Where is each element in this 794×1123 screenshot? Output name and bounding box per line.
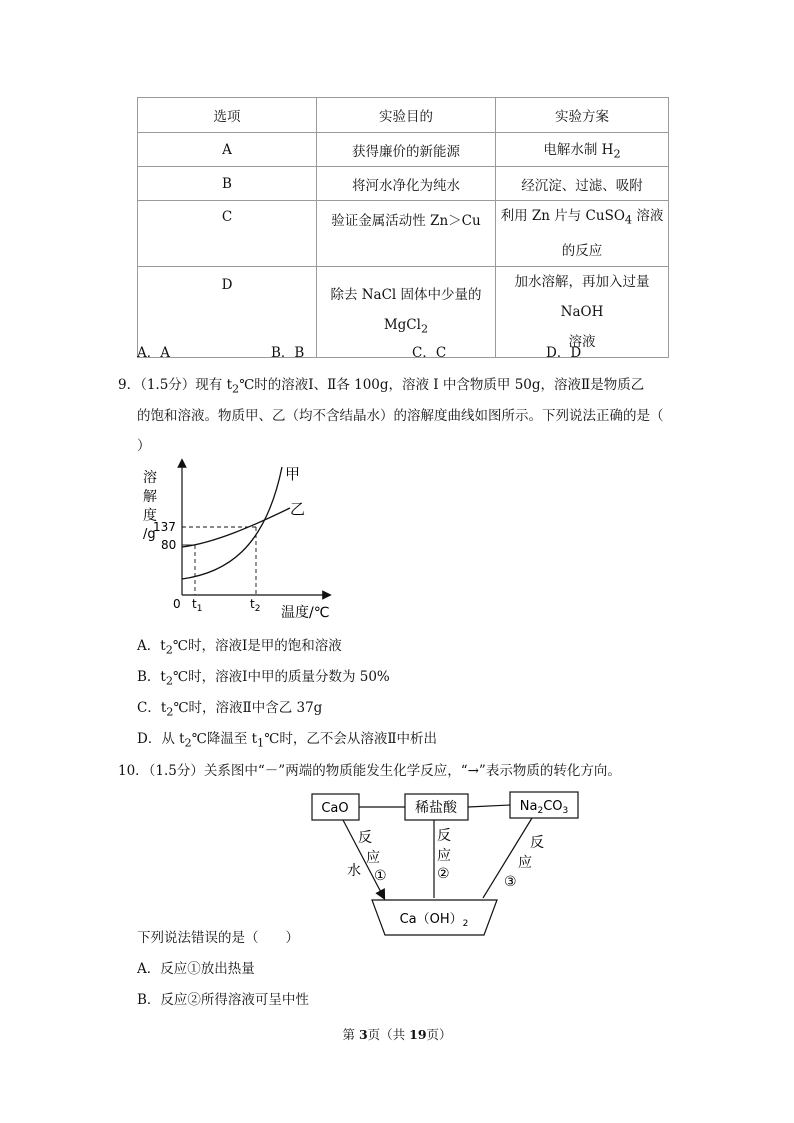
q9-stem-line1: 9．（1.5分）现有 $t_2℃$时的溶液Ⅰ、Ⅱ各 100g，溶液 Ⅰ 中含物质甲 50g，溶液Ⅱ是物质乙 (118, 377, 645, 396)
origin-label: 0 (173, 597, 181, 611)
r3-char: 反 (530, 835, 544, 851)
q8-choice-a[interactable]: A．A (137, 345, 170, 361)
q8-choice-c[interactable]: C．C (412, 345, 447, 361)
cell-purpose: 除去 NaCl 固体中少量的 MgCl$_2$ (317, 267, 496, 358)
r1-num: ① (374, 868, 387, 884)
table-row (138, 201, 669, 267)
ylabel-char: 解 (143, 489, 157, 505)
ylabel-char: 度 (143, 508, 157, 524)
cell-purpose: 将河水净化为纯水 (317, 167, 496, 201)
header-option: 选项 (138, 98, 317, 133)
q10-question: 下列说法错误的是（ ） (137, 930, 299, 946)
box-cao-label: CaO (321, 801, 349, 816)
yunit-label: /g (143, 527, 156, 542)
page-footer: 第 3页（共 19页） (342, 1027, 452, 1042)
box-na2co3-label: $Na_2CO_3$ (519, 799, 569, 816)
cell-plan: 加水溶解，再加入过量 NaOH 溶液 (496, 267, 669, 358)
water-label: 水 (347, 863, 361, 879)
table-row (138, 133, 669, 167)
y-tick-137: 137 (153, 520, 176, 534)
solubility-graph (135, 455, 335, 625)
header-plan: 实验方案 (496, 98, 669, 133)
q9-stem-line3: ） (137, 438, 151, 454)
series-label-yi: 乙 (290, 500, 306, 518)
caoh2-label: $Ca(OH)_2$ (399, 912, 469, 929)
cell-plan: 经沉淀、过滤、吸附 (496, 167, 669, 201)
r2-num: ② (437, 866, 450, 882)
table-row (138, 267, 669, 358)
options-table (137, 97, 669, 358)
header-purpose: 实验目的 (317, 98, 496, 133)
link-hcl-na2co3 (468, 805, 510, 807)
cell-plan: 利用 Zn 片与 CuSO$_4$ 溶液 的反应 (496, 201, 669, 267)
table-row (138, 167, 669, 201)
cell-option: A (138, 133, 317, 167)
r2-char: 应 (437, 848, 451, 864)
x-tick-t1: $t_1$ (192, 597, 203, 614)
ylabel-char: 溶 (143, 470, 157, 486)
x-tick-t2: $t_2$ (250, 597, 261, 614)
q8-choice-b[interactable]: B．B (271, 345, 305, 361)
curve-jia (182, 467, 282, 579)
q9-choice-a[interactable]: A．$t_2℃$时，溶液Ⅰ是甲的饱和溶液 (137, 638, 342, 657)
cell-option: D (138, 267, 317, 358)
q9-stem-line2: 的饱和溶液。物质甲、乙（均不含结晶水）的溶解度曲线如图所示。下列说法正确的是（ (137, 408, 664, 424)
r3-num: ③ (504, 874, 517, 890)
table-header-row (138, 98, 669, 133)
cell-purpose: 获得廉价的新能源 (317, 133, 496, 167)
q9-choice-d[interactable]: D．从 $t_2℃$降温至 $t_1℃$时，乙不会从溶液Ⅱ中析出 (137, 731, 437, 750)
relation-diagram (300, 785, 620, 945)
r3-char: 应 (518, 855, 532, 871)
q8-choice-d[interactable]: D．D (546, 345, 582, 361)
box-hcl-label: 稀盐酸 (415, 800, 457, 816)
cell-purpose: 验证金属活动性 Zn＞Cu (317, 201, 496, 267)
series-label-jia: 甲 (285, 465, 301, 483)
cell-option: B (138, 167, 317, 201)
r1-char: 反 (358, 830, 372, 846)
q10-stem: 10．（1.5分）关系图中“－”两端的物质能发生化学反应，“→”表示物质的转化方向。 (118, 763, 621, 779)
cell-option: C (138, 201, 317, 267)
xlabel: 温度/℃ (281, 605, 330, 621)
q10-choice-a[interactable]: A．反应①放出热量 (137, 961, 255, 977)
r1-char: 应 (366, 850, 380, 866)
y-tick-80: 80 (161, 538, 177, 552)
q10-choice-b[interactable]: B．反应②所得溶液可呈中性 (137, 992, 309, 1008)
q9-choice-c[interactable]: C．$t_2℃$时，溶液Ⅱ中含乙 37g (137, 700, 323, 719)
q9-choice-b[interactable]: B．$t_2℃$时，溶液Ⅰ中甲的质量分数为 50% (137, 669, 390, 688)
r2-char: 反 (437, 828, 451, 844)
curve-yi (182, 508, 290, 547)
cell-plan: 电解水制 $H_2$ (496, 133, 669, 167)
